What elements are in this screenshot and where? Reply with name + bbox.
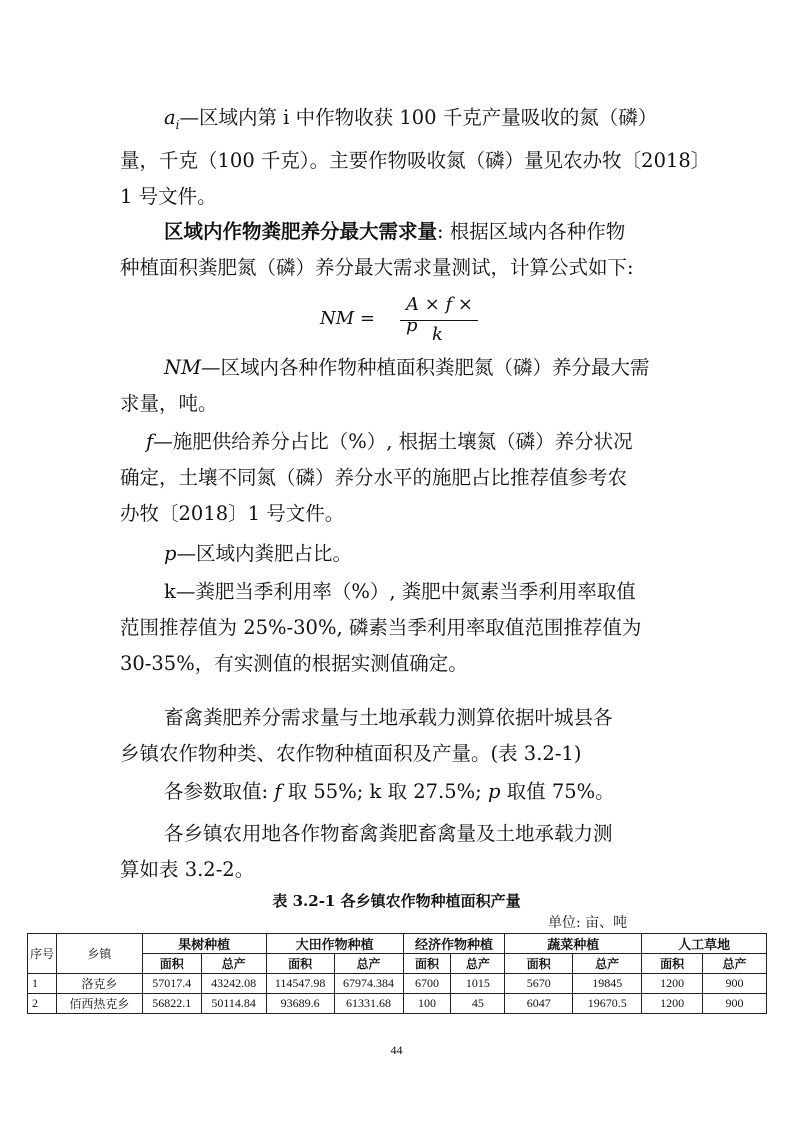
cell-town: 洛克乡 [56,974,142,994]
header-group: 果树种植 [142,934,266,954]
header-group: 蔬菜种植 [505,934,642,954]
text-segment: 各参数取值: [164,780,275,803]
paragraph-parameters [120,774,720,810]
paragraph-nm-definition [120,350,720,422]
variable-nm: NM [164,356,202,379]
header-group: 人工草地 [642,934,767,954]
text-segment: 取值 75%。 [500,780,615,803]
text-line: 办牧〔2018〕1 号文件。 [120,502,345,525]
table-cell: 61331.68 [334,994,403,1014]
variable-p: p [487,780,501,803]
text-line: 量，千克（100 千克）。主要作物吸收氮（磷）量见农办牧〔2018〕 [120,148,711,172]
table-cell: 19845 [573,974,642,994]
table-cell: 57017.4 [142,974,201,994]
table-cell: 1200 [642,994,703,1014]
formula-denominator: k [432,324,443,345]
fraction-bar [400,320,478,321]
subheader-production: 总产 [201,954,266,974]
paragraph-table-ref [120,816,720,888]
table-row [28,974,767,994]
text-line: —区域内粪肥占比。 [176,542,352,565]
table-cell: 19670.5 [573,994,642,1014]
cell-town: 佰西热克乡 [56,994,142,1014]
text-line: 30-35%，有实测值的根据实测值确定。 [120,652,468,675]
text-line: 乡镇农作物种类、农作物种植面积及产量。(表 3.2-1) [120,742,582,765]
text-segment: 取 55%; k 取 27.5%; [281,780,488,803]
table-cell: 1015 [451,974,505,994]
table-cell: 50114.84 [201,994,266,1014]
paragraph-basis [120,700,720,772]
text-line: 畜禽粪肥养分需求量与土地承载力测算依据叶城县各 [164,706,613,729]
table-cell: 5670 [505,974,573,994]
text-line: —区域内第 i 中作物收获 100 千克产量吸收的氮（磷） [179,106,658,129]
text-line: 算如表 3.2-2。 [120,858,255,881]
text-line: 种植面积粪肥氮（磷）养分最大需求量测试，计算公式如下: [120,256,634,279]
bold-heading: 区域内作物粪肥养分最大需求量 [164,220,438,243]
cell-no: 2 [28,994,57,1014]
table-cell: 67974.384 [334,974,403,994]
text-line: —区域内各种作物种植面积粪肥氮（磷）养分最大需 [201,356,650,379]
paragraph-max-demand [120,214,720,286]
subheader-production: 总产 [573,954,642,974]
variable-a: a [164,106,176,129]
formula-nm [320,294,480,346]
subheader-area: 面积 [505,954,573,974]
cell-no: 1 [28,974,57,994]
table-cell: 900 [703,994,767,1014]
table-cell: 45 [451,994,505,1014]
formula-numerator: A × f × p [406,294,473,336]
paragraph-p-definition [120,536,720,572]
table-header-row [28,934,767,954]
paragraph-f-definition [120,424,702,532]
text-line: 确定，土壤不同氮（磷）养分水平的施肥占比推荐值参考农 [120,466,628,489]
table-cell: 43242.08 [201,974,266,994]
subheader-area: 面积 [266,954,334,974]
variable-f: f [274,780,282,803]
text-line: 范围推荐值为 25%-30%, 磷素当季利用率取值范围推荐值为 [120,616,642,639]
crop-area-production-table [27,933,767,1014]
paragraph-ai-definition [120,100,720,215]
paragraph-k-definition [120,574,720,682]
subheader-production: 总产 [451,954,505,974]
header-no: 序号 [28,934,57,974]
subheader-production: 总产 [703,954,767,974]
subheader-area: 面积 [142,954,201,974]
text-line: —施肥供给养分占比（%）, 根据土壤氮（磷）养分状况 [153,430,633,453]
page-number: 44 [390,1043,403,1057]
subheader-production: 总产 [334,954,403,974]
text-line: : 根据区域内各种作物 [437,220,626,243]
text-line: 各乡镇农用地各作物畜禽粪肥畜禽量及土地承载力测 [164,822,613,845]
subheader-area: 面积 [403,954,451,974]
table-cell: 6047 [505,994,573,1014]
formula-lhs: NM = [320,308,375,329]
table-cell: 93689.6 [266,994,334,1014]
variable-p: p [164,542,177,565]
table-row [28,994,767,1014]
text-line: 求量，吨。 [120,392,218,415]
table-cell: 114547.98 [266,974,334,994]
table-caption: 表 3.2-1 各乡镇农作物种植面积产量 [272,892,521,910]
header-group: 经济作物种植 [403,934,505,954]
text-line: 1 号文件。 [120,184,217,208]
table-unit: 单位: 亩、吨 [548,915,628,931]
table-cell: 900 [703,974,767,994]
table-cell: 6700 [403,974,451,994]
table-cell: 100 [403,994,451,1014]
header-town: 乡镇 [56,934,142,974]
subheader-area: 面积 [642,954,703,974]
table-cell: 56822.1 [142,994,201,1014]
subscript-i: i [175,117,180,132]
text-line: k—粪肥当季利用率（%）, 粪肥中氮素当季利用率取值 [164,580,636,603]
variable-f: f [146,430,154,453]
header-group: 大田作物种植 [266,934,403,954]
table-cell: 1200 [642,974,703,994]
